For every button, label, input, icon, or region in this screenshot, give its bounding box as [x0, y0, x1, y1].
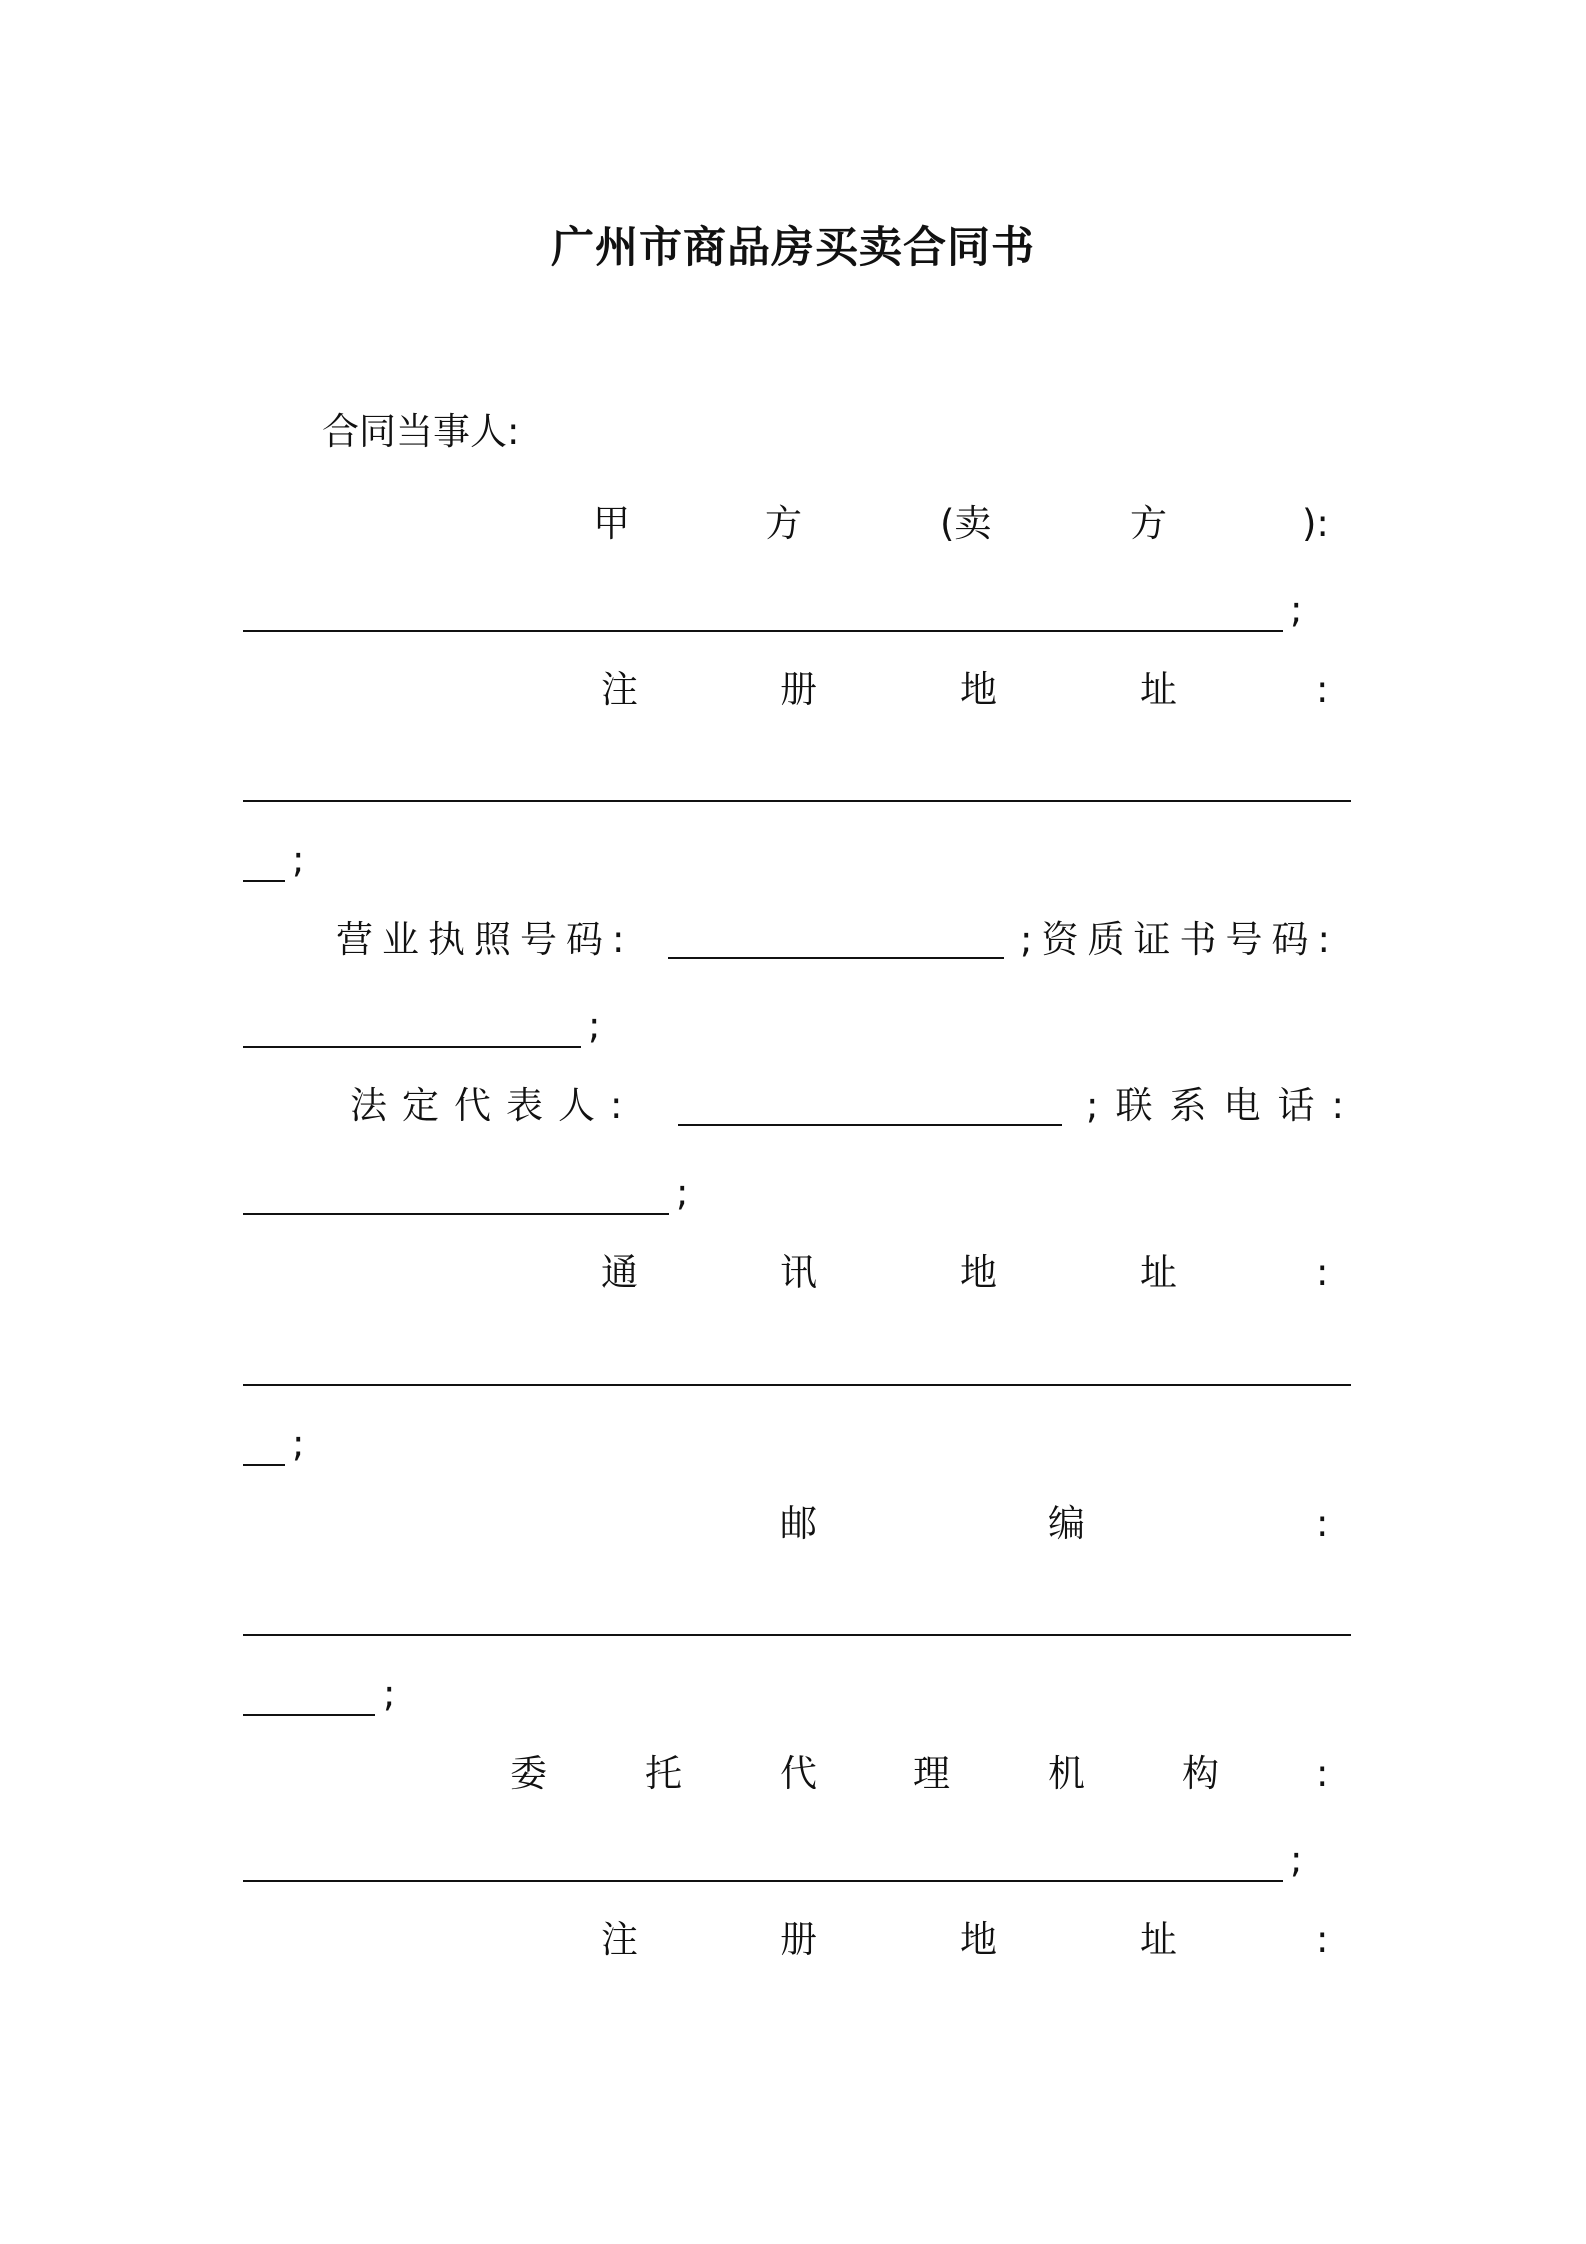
agent-char: 托	[645, 1752, 682, 1795]
legal-rep-blank[interactable]	[678, 1124, 1062, 1126]
qualification-number-blank[interactable]	[243, 1046, 581, 1048]
semicolon: ;	[1290, 588, 1303, 631]
license-line	[0, 910, 1586, 970]
agent-char: 机	[1048, 1752, 1085, 1795]
parties-heading: 合同当事人:	[322, 410, 520, 453]
registered-address-char: :	[1316, 668, 1329, 711]
legal-rep-label: 法定代表人:	[350, 1084, 638, 1127]
party-a-char: 甲	[593, 502, 630, 545]
postcode-line	[0, 1494, 1586, 1554]
legal-rep-line	[0, 1076, 1586, 1136]
registered-address-char: 注	[601, 668, 638, 711]
agent-registered-address-char: 册	[780, 1918, 817, 1961]
semicolon: ;	[588, 1004, 601, 1047]
semicolon: ;	[676, 1171, 689, 1214]
agent-registered-address-char: :	[1316, 1918, 1329, 1961]
registered-address-char: 册	[780, 668, 817, 711]
party-a-char: 方	[1130, 502, 1167, 545]
agent-char: 构	[1182, 1752, 1219, 1795]
agent-char: 委	[510, 1752, 547, 1795]
document-title: 广州市商品房买卖合同书	[551, 223, 1035, 273]
registered-address-char: 址	[1140, 668, 1177, 711]
postcode-char: :	[1316, 1502, 1329, 1545]
agent-blank[interactable]	[243, 1880, 1283, 1882]
license-number-blank[interactable]	[668, 957, 1004, 959]
agent-registered-address-char: 址	[1140, 1918, 1177, 1961]
phone-blank[interactable]	[243, 1213, 669, 1215]
mail-address-char: 讯	[780, 1251, 817, 1294]
mail-address-char: 地	[960, 1251, 997, 1294]
agent-registered-address-char: 地	[960, 1918, 997, 1961]
postcode-char: 邮	[780, 1502, 817, 1545]
agent-line	[0, 1744, 1586, 1804]
party-a-char: (卖	[940, 502, 992, 545]
agent-char: 代	[780, 1752, 817, 1795]
party-a-blank[interactable]	[243, 630, 1283, 632]
registered-address-char: 地	[960, 668, 997, 711]
party-a-char: 方	[765, 502, 802, 545]
semicolon: ;	[383, 1672, 396, 1715]
registered-address-line	[0, 660, 1586, 720]
mail-address-line	[0, 1243, 1586, 1303]
parties-heading-line	[0, 402, 1586, 462]
registered-address-blank-cont[interactable]	[243, 880, 285, 882]
postcode-blank-cont[interactable]	[243, 1714, 375, 1716]
postcode-blank[interactable]	[243, 1634, 1351, 1636]
semicolon: ;	[1290, 1838, 1303, 1881]
party-a-line	[0, 494, 1586, 554]
agent-registered-address-char: 注	[601, 1918, 638, 1961]
phone-label: ;联系电话:	[1086, 1084, 1361, 1127]
agent-char: 理	[913, 1752, 950, 1795]
mail-address-char: :	[1316, 1251, 1329, 1294]
semicolon: ;	[292, 838, 305, 881]
semicolon: ;	[292, 1422, 305, 1465]
mail-address-blank-cont[interactable]	[243, 1464, 285, 1466]
party-a-char: ):	[1302, 502, 1329, 545]
mail-address-blank[interactable]	[243, 1384, 1351, 1386]
agent-char: :	[1316, 1752, 1329, 1795]
mail-address-char: 通	[601, 1251, 638, 1294]
agent-registered-address-line	[0, 1910, 1586, 1970]
mail-address-char: 址	[1140, 1251, 1177, 1294]
qualification-label: ;资质证书号码:	[1020, 918, 1339, 961]
registered-address-blank[interactable]	[243, 800, 1351, 802]
license-label: 营业执照号码:	[336, 918, 634, 961]
postcode-char: 编	[1048, 1502, 1085, 1545]
